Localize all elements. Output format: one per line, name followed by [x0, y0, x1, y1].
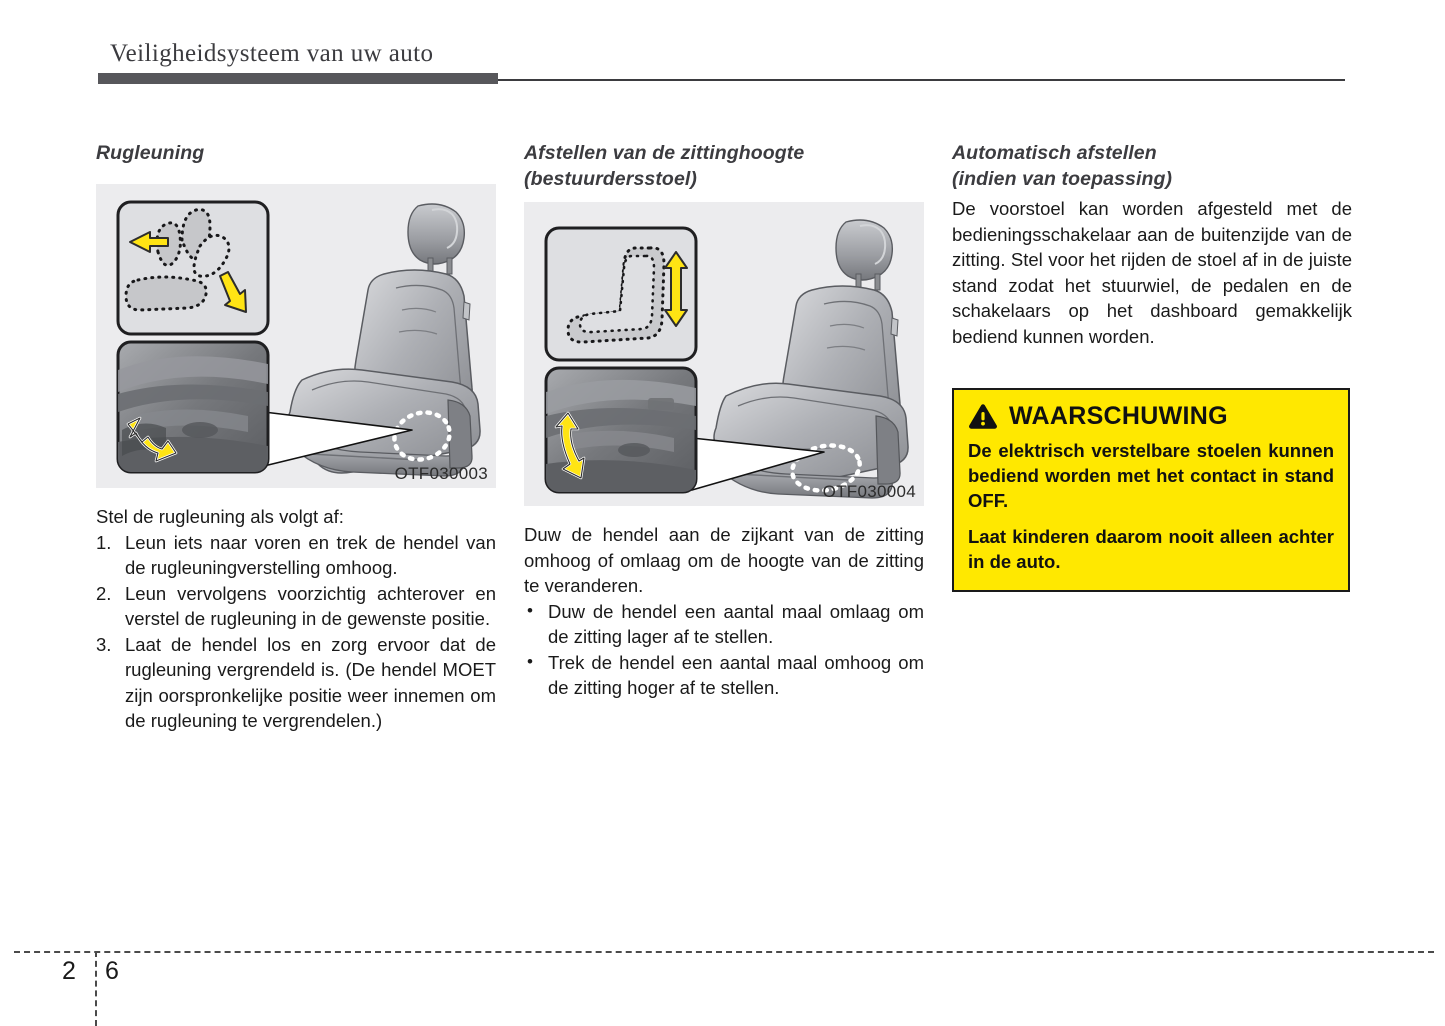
figure-backrest-svg [96, 184, 496, 488]
auto-adjust-body-text: De voorstoel kan worden afgesteld met de bedieningsschakelaar aan de buitenzijde van de zitting. Stel voor het rijden de stoel af in de juiste stand zodat het stuurwiel, de pedalen en de schakelaars op het dashboard gemakkelijk bediend kunnen worden. [952, 198, 1352, 347]
warning-callout [952, 388, 1350, 592]
footer-page-number: 6 [105, 957, 119, 985]
backrest-step-list [96, 530, 496, 734]
list-item: • Trek de hendel een aantal maal omhoog om de zitting hoger af te stellen. [524, 650, 924, 701]
page-header [0, 0, 1445, 95]
inset-height-diagram [546, 228, 696, 360]
footer-divider [14, 951, 1434, 953]
seat-height-intro-text: Duw de hendel aan de zijkant van de zitting omhoog of omlaag om de hoogte van de zitting te veranderen. [524, 524, 924, 596]
column-middle [524, 140, 924, 701]
header-accent-bar [98, 73, 498, 84]
warning-paragraph: Laat kinderen daarom nooit alleen achter in de auto. [968, 526, 1334, 572]
inset-lever-photo [546, 368, 696, 494]
header-rule [498, 79, 1345, 81]
footer-vertical-divider [95, 951, 97, 1026]
figure-seat-height-svg [524, 202, 924, 506]
warning-title: WAARSCHUWING [1009, 402, 1228, 430]
page-title: Veiligheidsysteem van uw auto [110, 40, 434, 67]
seat-height-bullet-list [524, 599, 924, 701]
column-left [96, 140, 496, 734]
warning-header [968, 402, 1334, 431]
figure-code-left: OTF030003 [394, 464, 488, 483]
list-item: Leun vervolgens voorzichtig achterover en verstel de rugleuning in de gewenste positie. [125, 582, 496, 629]
figure-code-middle: OTF030004 [822, 482, 916, 501]
figure-seat-height-adjustment [524, 202, 924, 506]
inset-recline-diagram [118, 202, 268, 334]
inset-lever-photo [118, 342, 268, 476]
section-heading-seat-height [524, 140, 924, 192]
section-heading-auto-adjust [952, 140, 1352, 192]
footer-chapter-number: 2 [62, 957, 76, 985]
section-heading-auto-adjust-line1: Automatisch afstellen [952, 142, 1157, 164]
list-item: Laat de hendel los en zorg ervoor dat de rugleuning vergrendeld is. (De hendel MOET zijn oorspronkelijke positie weer innemen om de rugleuning te vergrendelen.) [125, 633, 496, 731]
section-heading-seat-height-line2: (bestuurdersstoel) [524, 168, 697, 190]
section-heading-seat-height-line1: Afstellen van de zittinghoogte [524, 142, 805, 164]
list-item: • Duw de hendel een aantal maal omlaag om de zitting lager af te stellen. [524, 599, 924, 650]
section-heading-auto-adjust-line2: (indien van toepassing) [952, 168, 1173, 190]
column-right [952, 140, 1352, 349]
backrest-intro-text: Stel de rugleuning als volgt af: [96, 506, 344, 527]
section-heading-backrest: Rugleuning [96, 142, 205, 164]
warning-paragraph: De elektrisch verstelbare stoelen kunnen bediend worden met het contact in stand OFF. [968, 440, 1334, 511]
figure-backrest-adjustment [96, 184, 496, 488]
warning-triangle-icon [968, 403, 998, 430]
list-item: Leun iets naar voren en trek de hendel van de rugleuningverstelling omhoog. [125, 531, 496, 578]
